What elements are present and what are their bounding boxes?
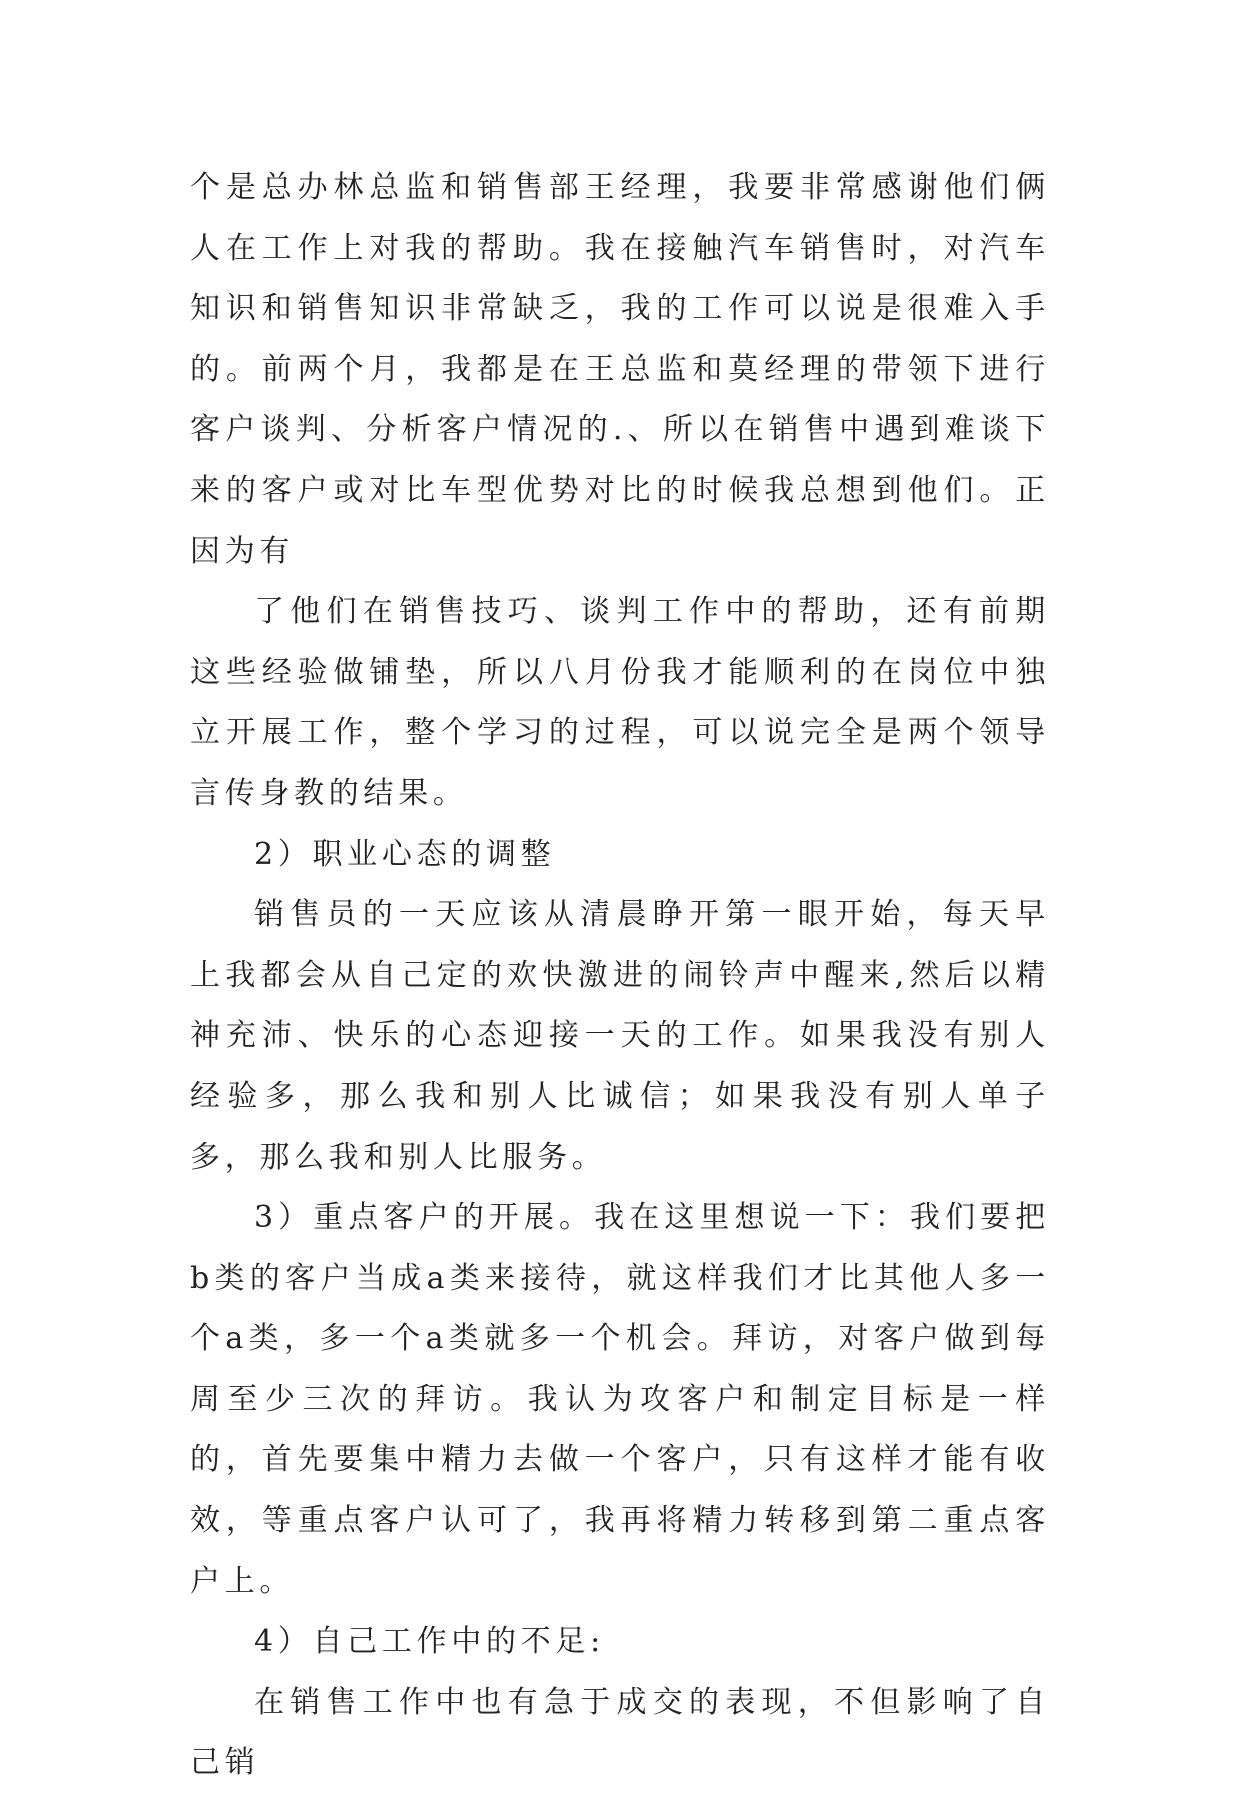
paragraph-key-customers: 3）重点客户的开展。我在这里想说一下：我们要把b类的客户当成a类来接待，就这样我们才比其他人多一个a类，多一个a类就多一个机会。拜访，对客户做到每周至少三次的拜访。我认为攻客户和制定目标是一样的，首先要集中精力去做一个客户，只有这样才能有收效，等重点客户认可了，我再将精力转移到第二重点客户上。 xyxy=(190,1200,1050,1599)
section-heading-attitude: 2）职业心态的调整 xyxy=(254,836,556,872)
section-heading-shortcomings: 4）自己工作中的不足: xyxy=(254,1624,605,1660)
paragraph-attitude: 销售员的一天应该从清晨睁开第一眼开始，每天早上我都会从自己定的欢快激进的闹铃声中醒来,然后以精神充沛、快乐的心态迎接一天的工作。如果我没有别人经验多，那么我和别人比诚信；如果我没有别人单子多，那么我和别人比服务。 xyxy=(190,897,1050,1175)
paragraph-shortcomings: 在销售工作中也有急于成交的表现，不但影响了自己销 xyxy=(190,1684,1050,1781)
document-body xyxy=(190,158,1050,1794)
paragraph-continuation: 个是总办林总监和销售部王经理，我要非常感谢他们俩人在工作上对我的帮助。我在接触汽车销售时，对汽车知识和销售知识非常缺乏，我的工作可以说是很难入手的。前两个月，我都是在王总监和莫经理的带领下进行客户谈判、分析客户情况的.、所以在销售中遇到难谈下来的客户或对比车型优势对比的时候我总想到他们。正因为有 xyxy=(190,170,1050,569)
paragraph-mentors-help: 了他们在销售技巧、谈判工作中的帮助，还有前期这些经验做铺垫，所以八月份我才能顺利的在岗位中独立开展工作，整个学习的过程，可以说完全是两个领导言传身教的结果。 xyxy=(190,594,1050,811)
